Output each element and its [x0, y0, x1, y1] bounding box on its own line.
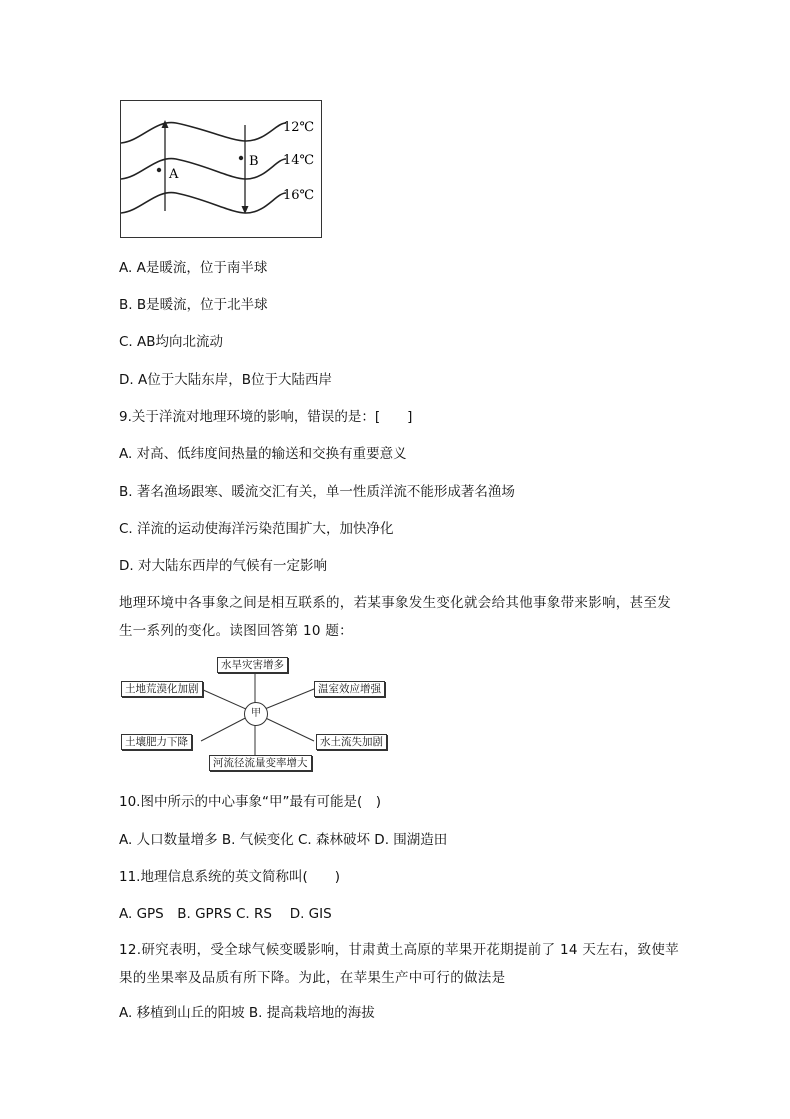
- node-flood-drought: 水旱灾害增多: [217, 657, 288, 673]
- point-a-dot: [157, 168, 161, 172]
- isotherm-diagram: [121, 101, 321, 237]
- q10-intro: 地理环境中各事象之间是相互联系的，若某事象发生变化就会给其他事象带来影响，甚至发生一系列的变化。读图回答第 10 题：: [119, 595, 671, 639]
- node-desertification: 土地荒漠化加剧: [121, 681, 203, 697]
- point-b-dot: [239, 156, 243, 160]
- q9-option-a: A. 对高、低纬度间热量的输送和交换有重要意义: [119, 446, 407, 462]
- node-soil-fertility: 土壤肥力下降: [121, 734, 192, 750]
- isotherm-label-14: 14℃: [283, 153, 315, 168]
- q8-option-a: A. A是暖流，位于南半球: [119, 260, 268, 276]
- isotherm-label-16: 16℃: [283, 188, 315, 203]
- center-node: 甲: [244, 702, 268, 726]
- q9-stem: 9.关于洋流对地理环境的影响，错误的是：[ ]: [119, 409, 413, 425]
- q10-stem: 10.图中所示的中心事象“甲”最有可能是( ): [119, 794, 381, 810]
- q9-option-d: D. 对大陆东西岸的气候有一定影响: [119, 558, 327, 574]
- q11-options: A. GPS B. GPRS C. RS D. GIS: [119, 906, 332, 922]
- node-erosion: 水土流失加剧: [316, 734, 387, 750]
- isotherm-figure: [120, 100, 322, 238]
- q12-options: A. 移植到山丘的阳坡 B. 提高栽培地的海拔: [119, 1005, 375, 1021]
- q12-stem: 12.研究表明，受全球气候变暖影响，甘肃黄土高原的苹果开花期提前了 14 天左右，致使苹果的坐果率及品质有所下降。为此，在苹果生产中可行的做法是: [119, 942, 679, 986]
- point-a-label: A: [169, 167, 179, 182]
- q9-option-b: B. 著名渔场跟寒、暖流交汇有关，单一性质洋流不能形成著名渔场: [119, 484, 515, 500]
- isotherm-label-12: 12℃: [283, 120, 315, 135]
- isotherm-16: [121, 193, 286, 213]
- q9-option-c: C. 洋流的运动使海洋污染范围扩大，加快净化: [119, 521, 394, 537]
- q11-stem: 11.地理信息系统的英文简称叫( ): [119, 869, 341, 885]
- isotherm-14: [121, 159, 286, 179]
- point-b-label: B: [249, 154, 259, 169]
- q8-option-b: B. B是暖流，位于北半球: [119, 297, 268, 313]
- q10-options: A. 人口数量增多 B. 气候变化 C. 森林破坏 D. 围湖造田: [119, 832, 448, 848]
- node-greenhouse: 温室效应增强: [314, 681, 385, 697]
- q8-option-d: D. A位于大陆东岸，B位于大陆西岸: [119, 372, 332, 388]
- node-runoff: 河流径流量变率增大: [209, 755, 312, 771]
- radial-diagram: [119, 655, 391, 775]
- q8-option-c: C. AB均向北流动: [119, 334, 224, 350]
- isotherm-12: [121, 123, 286, 143]
